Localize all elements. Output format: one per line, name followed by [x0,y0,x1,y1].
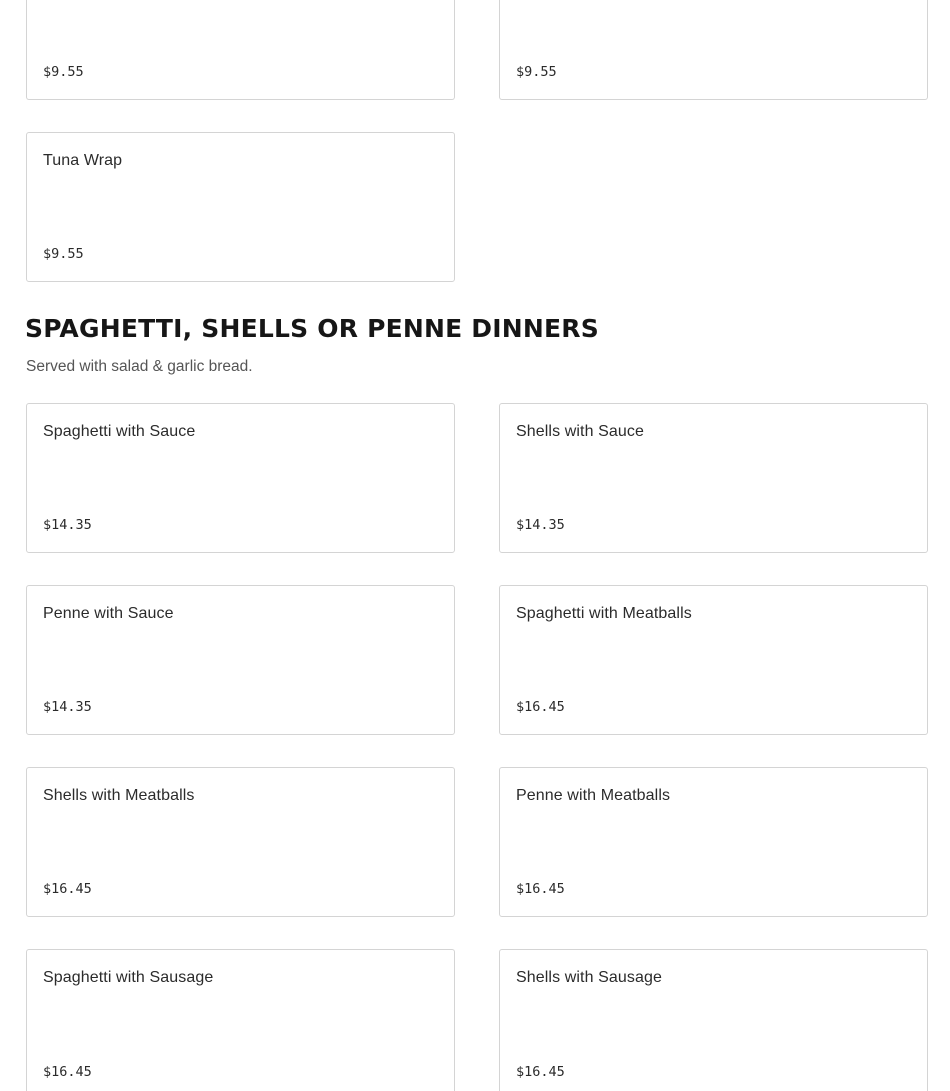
menu-item-name: Tuna Wrap [43,152,123,169]
menu-item-price: $14.35 [43,517,92,533]
menu-item-price: $14.35 [516,517,565,533]
menu-item-price: $16.45 [43,1064,92,1080]
menu-item-price: $9.55 [43,246,84,262]
menu-item-price: $16.45 [516,699,565,715]
menu-item-card[interactable] [499,403,928,553]
menu-item-price: $9.55 [43,64,84,80]
menu-item-name: Shells with Sausage [516,969,662,986]
menu-item-card[interactable] [26,767,455,917]
menu-item-name: Penne with Meatballs [516,787,671,804]
menu-item-name: Spaghetti with Meatballs [516,605,692,622]
section-title: SPAGHETTI, SHELLS OR PENNE DINNERS [25,314,599,343]
menu-item-name: Spaghetti with Sausage [43,969,214,986]
menu-item-price: $14.35 [43,699,92,715]
menu-item-price: $9.55 [516,64,557,80]
menu-item-price: $16.45 [516,1064,565,1080]
menu-item-card[interactable] [499,0,928,100]
section-items-grid [26,403,928,1091]
previous-section-grid [26,0,928,282]
menu-item-name: Penne with Sauce [43,605,174,622]
menu-item-name: Shells with Sauce [516,423,644,440]
menu-item-card[interactable] [499,585,928,735]
menu-item-card[interactable] [499,949,928,1091]
menu-item-card[interactable] [26,132,455,282]
menu-item-price: $16.45 [516,881,565,897]
menu-item-card[interactable] [26,949,455,1091]
menu-item-price: $16.45 [43,881,92,897]
menu-item-card[interactable] [26,585,455,735]
section-description: Served with salad & garlic bread. [26,358,253,375]
menu-item-name: Shells with Meatballs [43,787,195,804]
menu-item-card[interactable] [26,403,455,553]
menu-item-name: Spaghetti with Sauce [43,423,196,440]
menu-item-card[interactable] [26,0,455,100]
menu-item-card[interactable] [499,767,928,917]
